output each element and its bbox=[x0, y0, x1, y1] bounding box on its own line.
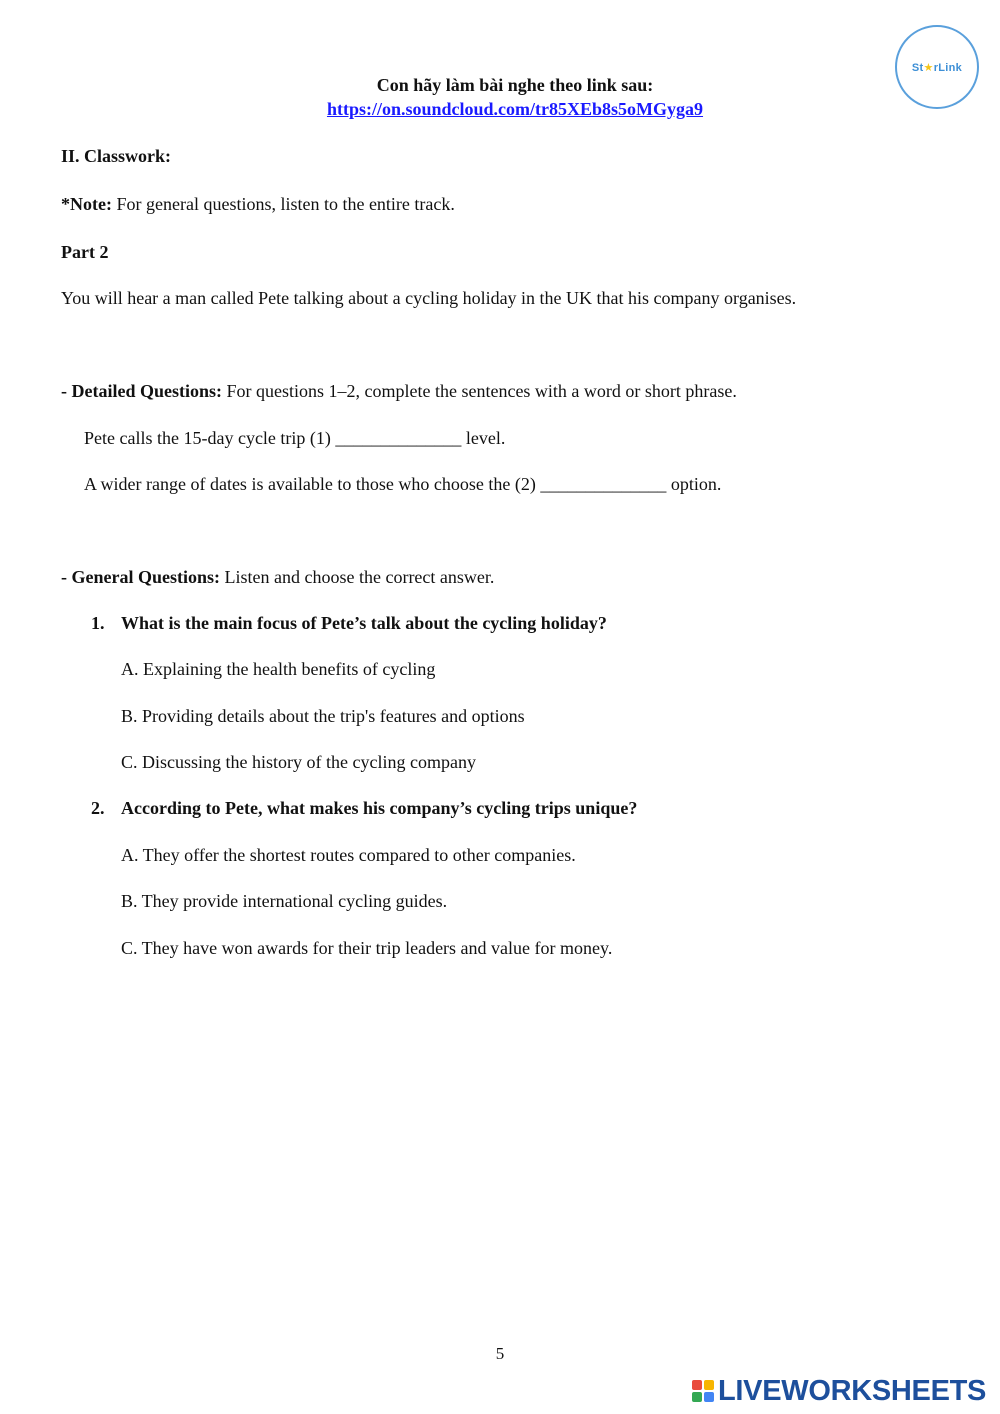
detailed-item-2: A wider range of dates is available to those who choose the (2) ______________ option. bbox=[84, 474, 722, 494]
note bbox=[61, 193, 455, 215]
page-number: 5 bbox=[495, 1344, 505, 1363]
question-number: 2. bbox=[91, 798, 105, 818]
q1-option-c: C. Discussing the history of the cycling company bbox=[121, 752, 476, 772]
general-questions-heading bbox=[61, 566, 494, 588]
detailed-label: - Detailed Questions: bbox=[61, 381, 222, 401]
question-1 bbox=[91, 612, 607, 634]
note-text: For general questions, listen to the entire track. bbox=[111, 194, 455, 214]
question-2 bbox=[91, 797, 637, 819]
section-title: II. Classwork: bbox=[61, 146, 172, 166]
q1-option-a: A. Explaining the health benefits of cycling bbox=[121, 659, 436, 679]
q1-option-b: B. Providing details about the trip's features and options bbox=[121, 706, 525, 726]
star-icon: ★ bbox=[923, 61, 934, 74]
starlink-logo bbox=[895, 25, 979, 109]
detailed-questions-heading bbox=[61, 380, 737, 402]
liveworksheets-logo bbox=[692, 1374, 986, 1408]
liveworksheets-wordmark: LIVEWORKSHEETS bbox=[718, 1374, 987, 1407]
q2-option-b: B. They provide international cycling guides. bbox=[121, 891, 448, 911]
q2-option-c: C. They have won awards for their trip leaders and value for money. bbox=[121, 938, 613, 958]
question-text: According to Pete, what makes his company’s cycling trips unique? bbox=[121, 798, 638, 818]
q2-option-a: A. They offer the shortest routes compared to other companies. bbox=[121, 845, 576, 865]
general-label: - General Questions: bbox=[61, 567, 220, 587]
intro-text: You will hear a man called Pete talking about a cycling holiday in the UK that his company organises. bbox=[61, 288, 797, 308]
liveworksheets-blocks-icon bbox=[692, 1380, 714, 1402]
question-number: 1. bbox=[91, 613, 105, 633]
logo-text: St★rLink bbox=[911, 61, 963, 74]
question-text: What is the main focus of Pete’s talk about the cycling holiday? bbox=[121, 613, 607, 633]
note-label: *Note: bbox=[61, 194, 112, 214]
detailed-item-1: Pete calls the 15-day cycle trip (1) ______________ level. bbox=[84, 428, 506, 448]
soundcloud-link[interactable]: https://on.soundcloud.com/tr85XEb8s5oMGyga9 bbox=[326, 99, 704, 119]
part-title: Part 2 bbox=[61, 242, 109, 262]
general-text: Listen and choose the correct answer. bbox=[220, 567, 495, 587]
detailed-text: For questions 1–2, complete the sentences with a word or short phrase. bbox=[222, 381, 737, 401]
header-instruction: Con hãy làm bài nghe theo link sau: bbox=[376, 75, 654, 95]
